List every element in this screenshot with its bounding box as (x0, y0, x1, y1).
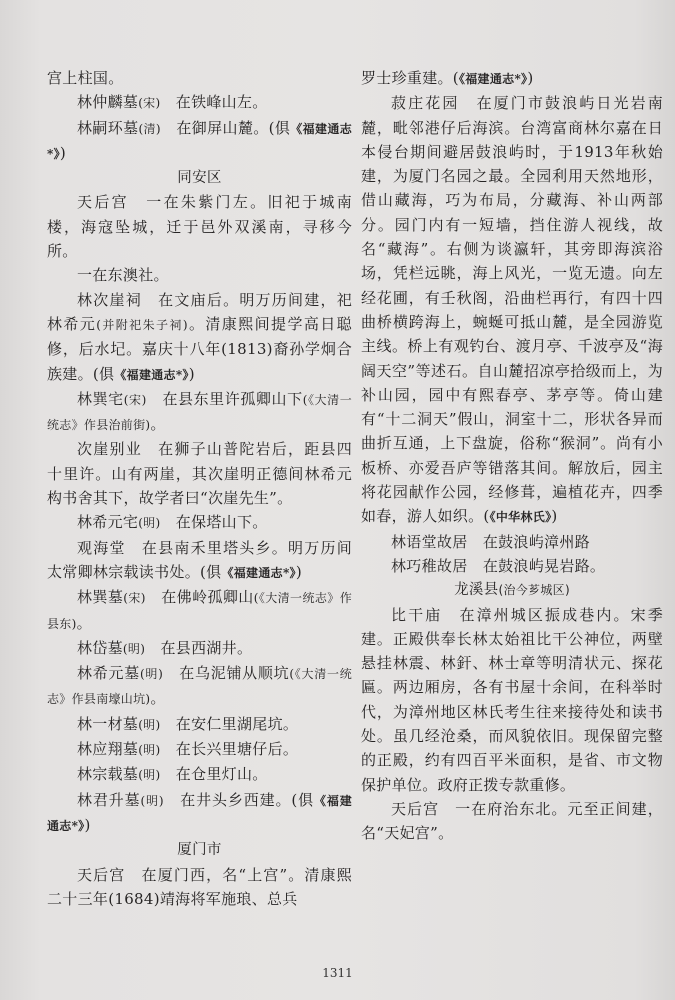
section-heading: 厦门市 (177, 842, 222, 859)
paragraph: 林希元宅(明) 在保塔山下。 (77, 513, 268, 532)
paragraph: 天后宫 在厦门西，名“上宫”。清康熙二十三年(1684)靖海将军施琅、总兵 (47, 865, 352, 908)
right-column (361, 66, 663, 846)
page-number: 1311 (322, 966, 353, 980)
paragraph-continuation: 罗士珍重建。(《福建通志*》) (361, 69, 534, 87)
paragraph-continuation: 宫上柱国。 (47, 69, 124, 87)
paragraph: 一在东澳社。 (77, 266, 169, 285)
paragraph: 比干庙 在漳州城区振成巷内。宋季建。正殿供奉长林太始祖比干公神位，两壁悬挂林震、林釬、林士章等明清状元、探花匾。两边厢房，各有书屋十余间，在科举时代，为漳州地区林氏考生往来接待处和读书处。虽几经沧桑，而风貌依旧。现保留完整的正殿，约有四百平米面积，是省、市文物保护单位。政府正拨专款重修。 (361, 605, 663, 794)
paragraph: 林仲麟墓(宋) 在铁峰山左。 (77, 93, 268, 112)
paragraph: 林宗载墓(明) 在仓里灯山。 (77, 765, 268, 784)
paragraph: 林希元墓(明) 在乌泥铺从顺坑(《大清一统志》作县南壕山坑)。 (47, 664, 353, 708)
paragraph: 林一材墓(明) 在安仁里湖尾坑。 (77, 714, 299, 733)
section-heading: 龙溪县(治今芗城区) (454, 582, 570, 599)
paragraph: 林嗣环墓(清) 在御屏山麓。(俱《福建通志*》) (47, 118, 352, 162)
paragraph: 林巽宅(宋) 在县东里许孤卿山下(《大清一统志》作县治前街)。 (47, 389, 352, 434)
paragraph: 观海堂 在县南禾里塔头乡。明万历间太常卿林宗载读书处。(俱《福建通志*》) (47, 538, 352, 581)
paragraph: 天后宫 一在府治东北。元至正间建，名“天妃宫”。 (361, 799, 663, 843)
paragraph: 林巽墓(宋) 在佛岭孤卿山(《大清一统志》作县东)。 (47, 588, 353, 632)
paragraph: 林岱墓(明) 在县西湖井。 (77, 638, 253, 657)
paragraph: 天后宫 一在朱紫门左。旧祀于城南楼，海寇坠城，迁于邑外双溪南，寻移今所。 (47, 193, 352, 261)
paragraph: 林君升墓(明) 在井头乡西建。(俱《福建通志*》) (47, 790, 353, 834)
paragraph: 次崖别业 在狮子山普陀岩后，距县四十里许。山有两崖，其次崖明正德间林希元构书舍其下，故学者曰“次崖先生”。 (47, 440, 353, 508)
paragraph: 林语堂故居 在鼓浪屿漳州路 (391, 532, 590, 551)
section-heading: 同安区 (177, 170, 222, 187)
paragraph: 林次崖祠 在文庙后。明万历间建，祀林希元(并附祀朱子祠)。清康熙间提学高日聪修，后水圮。嘉庆十八年(1813)裔孙学炯合族建。(俱《福建通志*》) (47, 290, 353, 383)
paragraph: 林应翔墓(明) 在长兴里塘仔后。 (77, 740, 299, 759)
left-column (47, 66, 352, 911)
paragraph: 林巧稚故居 在鼓浪屿晃岩路。 (391, 556, 606, 575)
paragraph: 菽庄花园 在厦门市鼓浪屿日光岩南麓，毗邻港仔后海滨。台湾富商林尔嘉在日本侵台期间避居鼓浪屿时，于1913年秋始建，为厦门名园之最。全园利用天然地形，借山藏海，巧为布局，分藏海、补山两部分。园门内有一短墙，挡住游人视线，故名“藏海”。右侧为谈瀛轩，其旁即海滨浴场，凭栏远眺，海上风光，一览无遗。向左经花圃，有壬秋阁，沿曲栏再行，有四十四曲桥横跨海上，蜿蜒可抵山麓，是全园游览主线。桥上有观钓台、渡月亭、千波亭及“海阔天空”等述石。自山麓招凉亭拾级而上，为补山园，园中有熙春亭、茅亭等。倚山建有“十二洞天”假山，洞室十二，形状各异而曲折互通，上下盘旋，俗称“猴洞”。尚有小板桥、亦爱吾庐等错落其间。解放后，园主将花园献作公园，经修葺，遍植花卉，四季如春，游人如织。(《中华林氏》) (361, 94, 663, 526)
